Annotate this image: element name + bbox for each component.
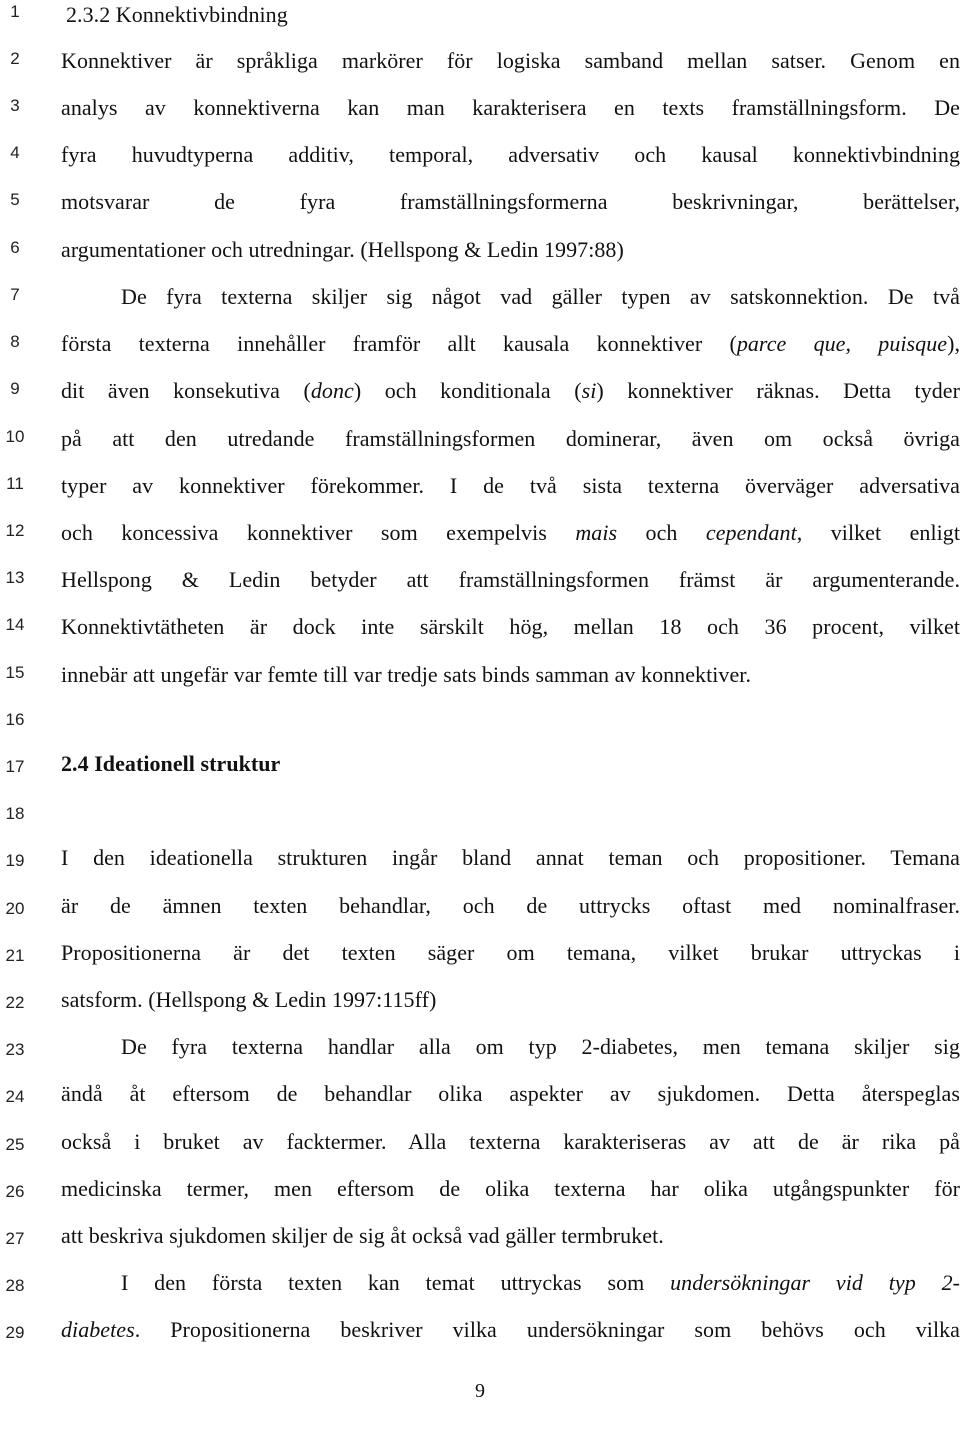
text-line: argumentationer och utredningar. (Hellspong & Ledin 1997:88) [61, 237, 624, 262]
italic-term: undersökningar vid typ 2- [670, 1270, 960, 1295]
text-line: innebär att ungefär var femte till var tredje sats binds samman av konnektiver. [61, 662, 751, 687]
line-number: 12 [5, 521, 25, 540]
text-span: ) och konditionala ( [353, 378, 582, 403]
text-line [121, 1268, 960, 1298]
line-number: 10 [5, 427, 25, 446]
line-number: 6 [10, 238, 20, 257]
line-number: 20 [5, 899, 25, 918]
text-line [61, 518, 960, 548]
text-line: är de ämnen texten behandlar, och de uttrycks oftast med nominalfraser. [61, 893, 960, 918]
line-number: 15 [5, 663, 25, 682]
italic-term: cependant [705, 520, 797, 545]
text-span: och [617, 520, 706, 545]
line-number: 27 [5, 1229, 25, 1248]
text-span: dit även konsekutiva ( [61, 378, 311, 403]
line-number: 29 [5, 1323, 25, 1342]
line-number: 21 [5, 946, 25, 965]
text-span: ), [947, 331, 960, 356]
italic-term: parce que, puisque [736, 331, 948, 356]
text-span: ) konnektiver räknas. Detta tyder [596, 378, 960, 403]
text-line: I den ideationella strukturen ingår bland annat teman och propositioner. Temana [61, 845, 960, 870]
text-line: medicinska termer, men eftersom de olika texterna har olika utgångspunkter för [61, 1176, 960, 1201]
text-line: fyra huvudtyperna additiv, temporal, adversativ och kausal konnektivbindning [61, 142, 960, 167]
line-number: 5 [10, 190, 20, 209]
page-number: 9 [475, 1380, 485, 1402]
text-line: på att den utredande framställningsformen dominerar, även om också övriga [61, 426, 960, 451]
italic-term: donc [310, 378, 354, 403]
text-line: Konnektivtätheten är dock inte särskilt hög, mellan 18 och 36 procent, vilket [61, 614, 960, 639]
line-number: 26 [5, 1182, 25, 1201]
text-span: första texterna innehåller framför allt kausala konnektiver ( [61, 331, 737, 356]
text-line: Konnektiver är språkliga markörer för logiska samband mellan satser. Genom en [61, 48, 960, 73]
line-number: 16 [5, 710, 25, 729]
text-line: Propositionerna är det texten säger om temana, vilket brukar uttryckas i [61, 940, 960, 965]
line-number: 24 [5, 1087, 25, 1106]
line-number: 18 [5, 804, 25, 823]
italic-term: si [581, 378, 597, 403]
text-line: De fyra texterna handlar alla om typ 2-diabetes, men temana skiljer sig [121, 1034, 960, 1059]
text-span: . Propositionerna beskriver vilka undersökningar som behövs och vilka [134, 1317, 960, 1342]
line-number: 9 [10, 379, 20, 398]
text-line [61, 1315, 960, 1345]
text-line [61, 329, 960, 359]
italic-term: diabetes [61, 1317, 135, 1342]
section-heading: 2.3.2 Konnektivbindning [66, 2, 288, 27]
text-line [61, 376, 960, 406]
line-number: 1 [10, 2, 20, 21]
line-number: 2 [10, 49, 20, 68]
line-number: 28 [5, 1276, 25, 1295]
line-number: 8 [10, 332, 20, 351]
text-line: satsform. (Hellspong & Ledin 1997:115ff) [61, 987, 437, 1012]
line-number: 14 [5, 615, 25, 634]
italic-term: mais [575, 520, 618, 545]
section-heading: 2.4 Ideationell struktur [61, 751, 281, 776]
text-line: ändå åt eftersom de behandlar olika aspekter av sjukdomen. Detta återspeglas [61, 1081, 960, 1106]
line-number: 17 [5, 757, 25, 776]
line-number: 4 [10, 143, 20, 162]
line-number: 22 [5, 993, 25, 1012]
line-number: 13 [5, 568, 25, 587]
line-number: 3 [10, 96, 20, 115]
text-line: också i bruket av facktermer. Alla texterna karakteriseras av att de är rika på [61, 1129, 960, 1154]
text-line: motsvarar de fyra framställningsformerna beskrivningar, berättelser, [61, 189, 960, 214]
text-span: I den första texten kan temat uttryckas som [121, 1270, 671, 1295]
text-line: analys av konnektiverna kan man karakterisera en texts framställningsform. De [61, 95, 960, 120]
line-number: 23 [5, 1040, 25, 1059]
text-line: att beskriva sjukdomen skiljer de sig åt också vad gäller termbruket. [61, 1223, 664, 1248]
text-span: , vilket enligt [796, 520, 960, 545]
line-number: 11 [6, 474, 24, 493]
text-line: typer av konnektiver förekommer. I de två sista texterna överväger adversativa [61, 473, 960, 498]
text-line: De fyra texterna skiljer sig något vad gäller typen av satskonnektion. De två [121, 284, 960, 309]
line-number: 19 [5, 851, 25, 870]
text-span: och koncessiva konnektiver som exempelvis [61, 520, 576, 545]
line-number: 7 [10, 285, 20, 304]
line-number: 25 [5, 1135, 25, 1154]
text-line: Hellspong & Ledin betyder att framställningsformen främst är argumenterande. [61, 567, 960, 592]
